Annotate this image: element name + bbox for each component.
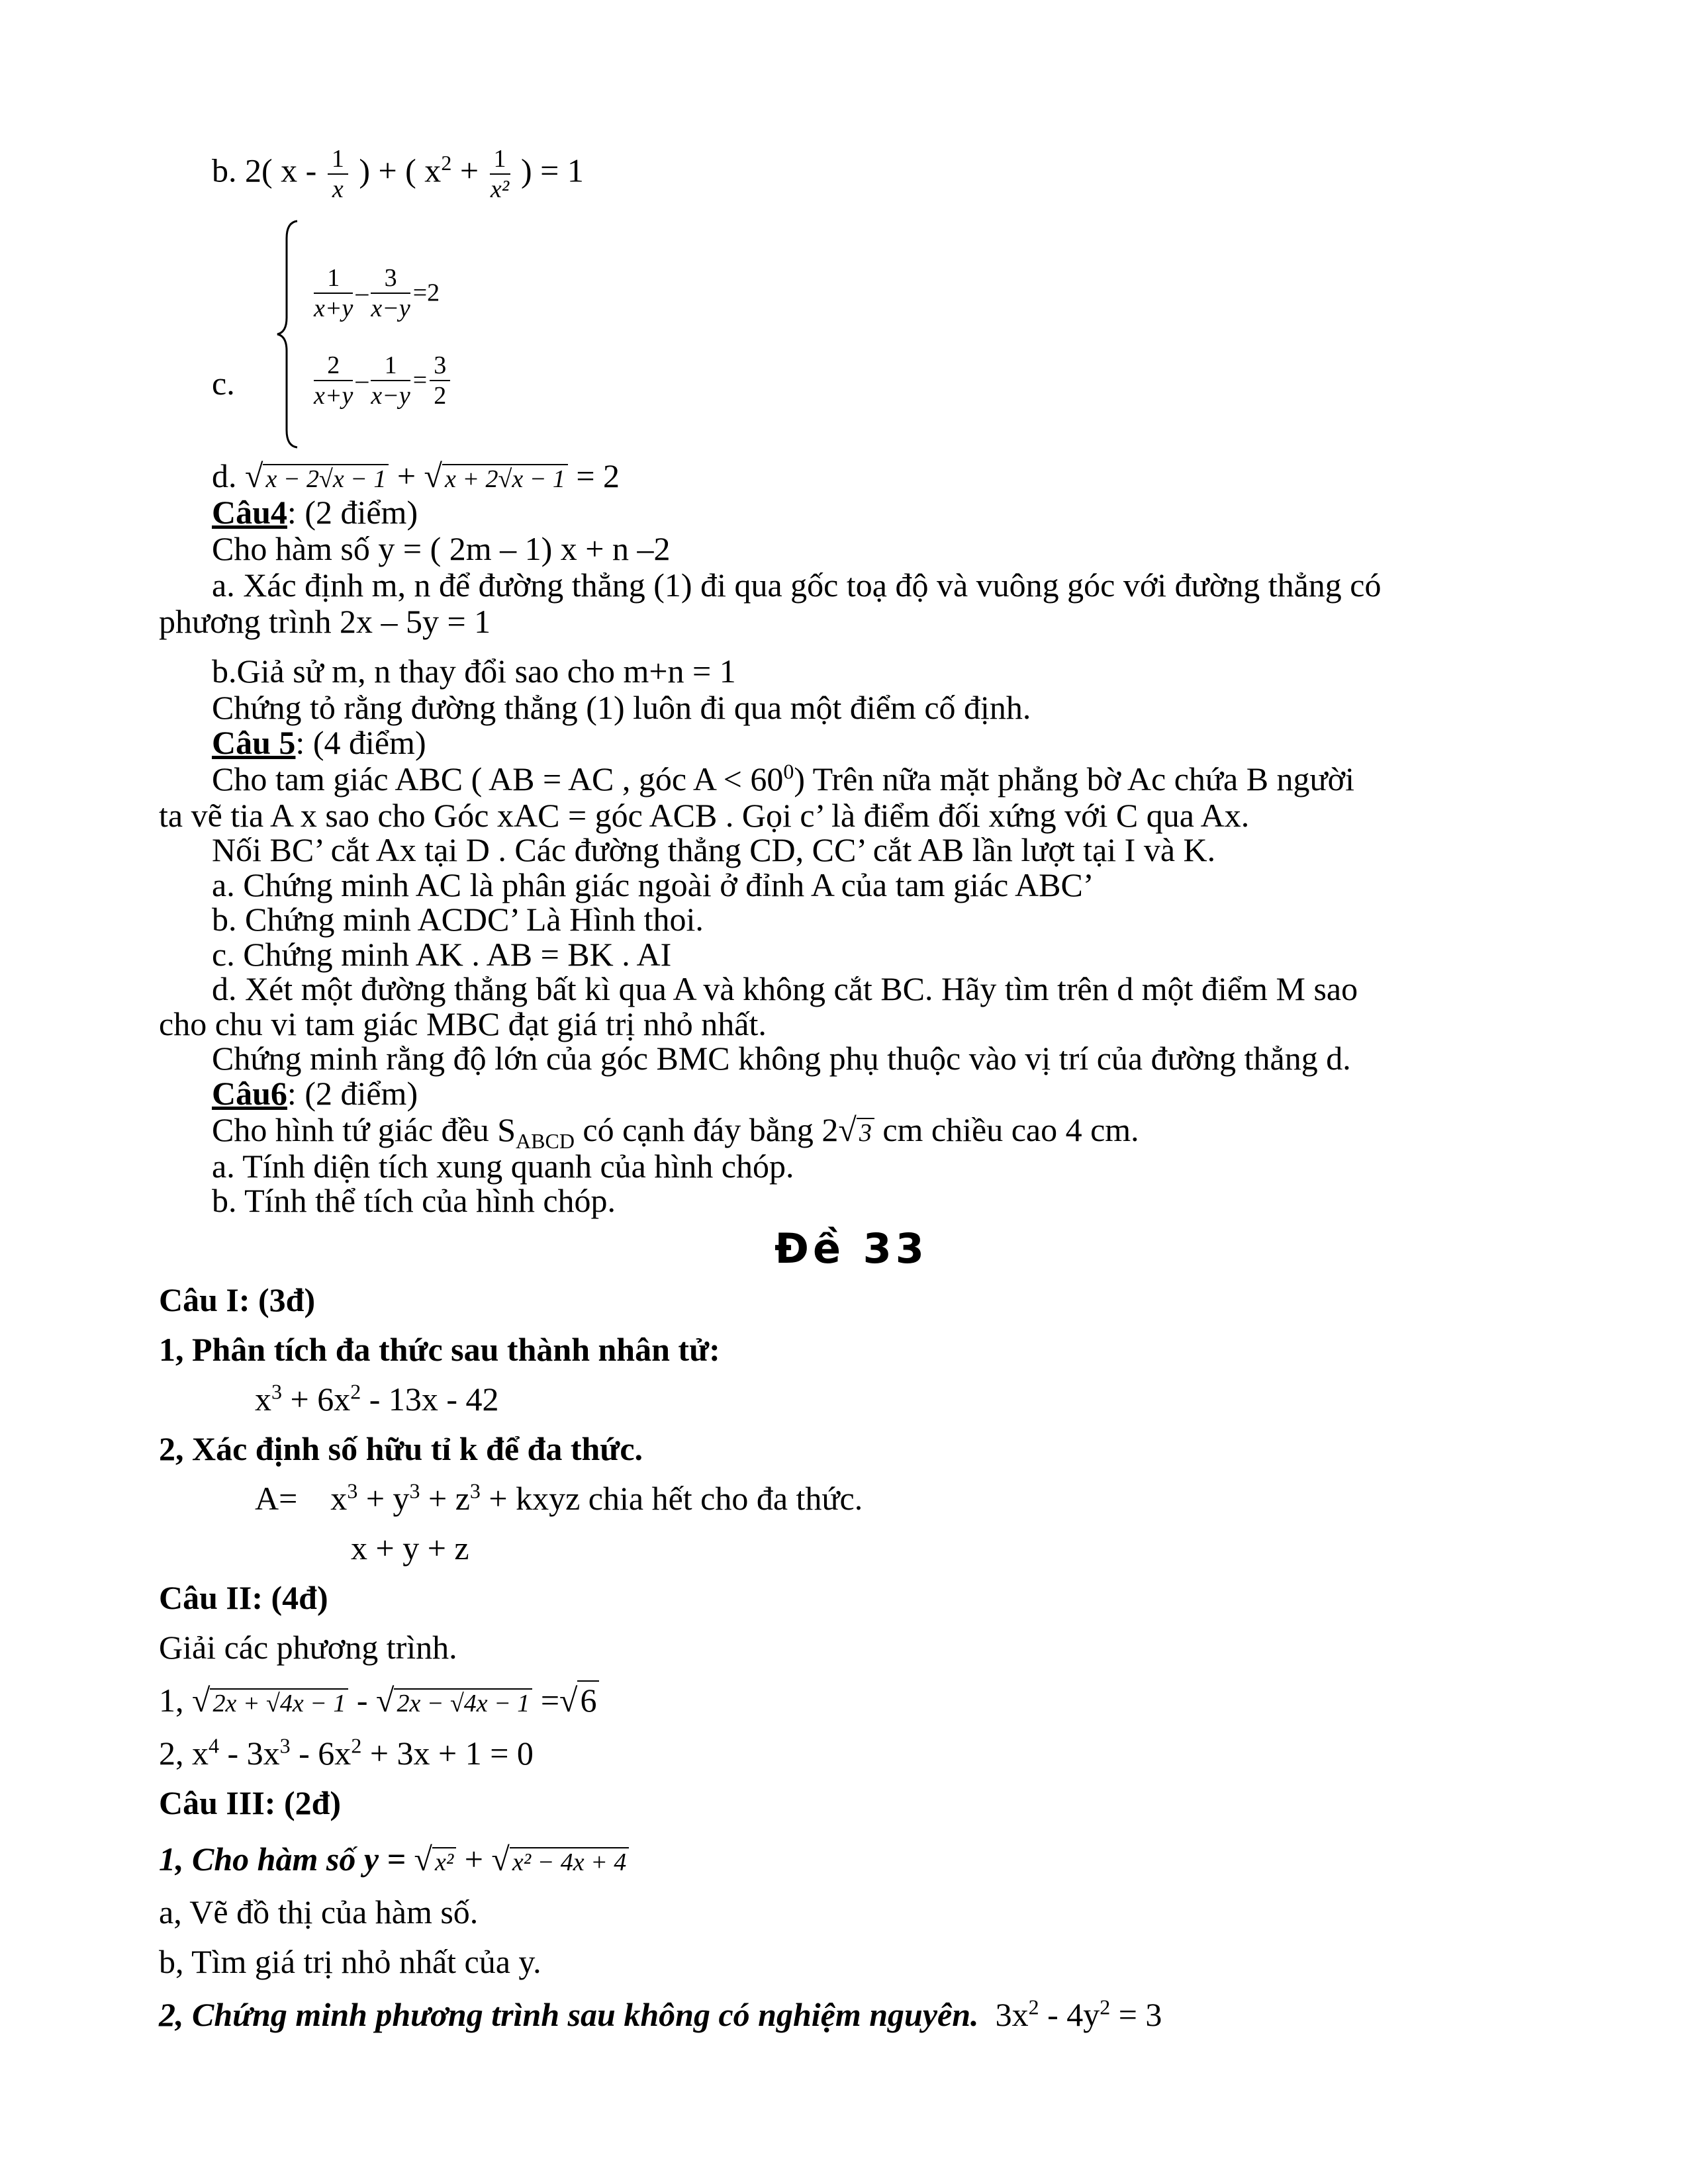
exponent: 2 [1028, 1995, 1039, 2019]
radicand: x² − 4x + 4 [510, 1847, 629, 1876]
radicand: x + 2√x − 1 [442, 464, 568, 493]
question-2 [159, 1995, 1162, 2034]
exponent: 2 [350, 1379, 361, 1404]
text: - 6x [290, 1735, 352, 1772]
text: - 13x - 42 [361, 1381, 499, 1418]
numerator: 1 [490, 144, 510, 175]
exponent: 3 [347, 1479, 358, 1503]
section-points: : (2 điểm) [287, 1075, 418, 1112]
exponent: 3 [279, 1733, 291, 1758]
radical: √ x² [414, 1840, 457, 1882]
text: cm chiều cao 4 cm. [874, 1111, 1139, 1148]
section-title: Câu4 [212, 494, 287, 531]
numerator: 1 [314, 263, 353, 294]
paragraph-line: Chứng minh rằng độ lớn của góc BMC không phụ thuộc vào vị trí của đường thẳng d. [212, 1040, 1351, 1077]
paragraph-line: ta vẽ tia A x sao cho Góc xAC = góc ACB . Gọi c’ là điểm đối xứng với C qua Ax. [159, 797, 1250, 834]
question: 2, Xác định số hữu tỉ k để đa thức. [159, 1430, 643, 1467]
operator: – [355, 366, 369, 394]
item-label: c. [212, 365, 235, 402]
radicand: x − 2√x − 1 [263, 464, 389, 493]
expr-text: ) + ( x [359, 152, 442, 189]
text: Cho hình tứ giác đều S [212, 1111, 516, 1148]
paragraph-line: b.Giả sử m, n thay đổi sao cho m+n = 1 [212, 653, 736, 690]
section-points: : (2 điểm) [287, 494, 418, 531]
radical: √ x + 2√x − 1 [424, 457, 568, 498]
radical: √ 2x + √4x − 1 [192, 1681, 348, 1723]
fraction [314, 351, 353, 410]
denominator: x+y [314, 382, 353, 410]
equation-d [212, 457, 620, 498]
paragraph-line [212, 1111, 1139, 1152]
exponent: 3 [469, 1479, 481, 1503]
text: - 3x [219, 1735, 280, 1772]
denominator: x² [490, 175, 510, 203]
section-title: Câu III: (2đ) [159, 1784, 342, 1821]
item-label: b. [212, 152, 237, 189]
radicand: x² [432, 1847, 456, 1876]
system-row-1 [311, 263, 440, 323]
exponent: 3 [271, 1379, 282, 1404]
expr-text: 2( x - [245, 152, 317, 189]
fraction [430, 351, 450, 410]
fraction [314, 263, 353, 323]
list-item: a, Vẽ đồ thị của hàm số. [159, 1893, 479, 1931]
equation-2 [159, 1734, 534, 1772]
radical: √6 [559, 1681, 599, 1719]
denominator: x+y [314, 295, 353, 322]
item-label: 1, [159, 1682, 184, 1719]
list-item: b. Tính thể tích của hình chóp. [212, 1182, 616, 1219]
numerator: 3 [430, 351, 450, 381]
text: = 3 [1110, 1996, 1162, 2033]
text: + 6x [282, 1381, 351, 1418]
exponent: 2 [1100, 1995, 1111, 2019]
text: + z [420, 1480, 470, 1517]
denominator: 2 [434, 382, 447, 410]
radicand: 2x + √4x − 1 [210, 1688, 348, 1717]
rhs: =2 [412, 279, 440, 307]
numerator: 1 [371, 351, 410, 381]
fraction [371, 263, 410, 323]
paragraph-line: a. Xác định m, n để đường thẳng (1) đi qua gốc toạ độ và vuông góc với đường thẳng có [212, 567, 1382, 604]
radical: √ 3 [838, 1111, 874, 1152]
operator: + [397, 457, 416, 494]
text: + y [357, 1480, 410, 1517]
denominator: x−y [371, 382, 410, 410]
radicand: 2x − √4x − 1 [394, 1688, 532, 1717]
cau5-heading [212, 723, 426, 762]
expr-text: = 2 [576, 457, 620, 494]
paragraph-line: Cho hàm số y = ( 2m – 1) x + n –2 [212, 530, 671, 567]
question: 2, Chứng minh phương trình sau không có nghiệm nguyên. [159, 1996, 979, 2033]
section-points: : (4 điểm) [295, 724, 426, 761]
paragraph-line: phương trình 2x – 5y = 1 [159, 603, 491, 640]
section-title: Câu6 [212, 1075, 287, 1112]
radical: √ x − 2√x − 1 [245, 457, 389, 498]
expression: x + y + z [351, 1529, 469, 1567]
expr-text: ) = 1 [521, 152, 584, 189]
system-row-2 [311, 351, 453, 410]
list-item: a. Tính diện tích xung quanh của hình chóp. [212, 1148, 794, 1185]
text: + 3x + 1 = 0 [361, 1735, 534, 1772]
paragraph-line: Chứng tỏ rằng đường thẳng (1) luôn đi qua một điểm cố định. [212, 689, 1031, 726]
expression [255, 1479, 863, 1518]
numerator: 1 [328, 144, 348, 175]
paragraph-line: cho chu vi tam giác MBC đạt giá trị nhỏ nhất. [159, 1005, 767, 1042]
operator: + [464, 1841, 483, 1878]
question: 1, Cho hàm số y = [159, 1841, 406, 1878]
question-1 [159, 1840, 629, 1882]
equation-1 [159, 1681, 599, 1723]
radical: √ 2x − √4x − 1 [376, 1681, 532, 1723]
expr-text: + [459, 152, 479, 189]
section-title: Câu II: (4đ) [159, 1579, 328, 1616]
superscript: 0 [783, 759, 794, 784]
fraction [371, 351, 410, 410]
cau4-heading [212, 493, 418, 531]
exponent: 2 [351, 1733, 362, 1758]
denominator: x [332, 175, 344, 203]
exponent: 2 [441, 150, 452, 175]
paragraph-line: Giải các phương trình. [159, 1629, 457, 1666]
text: A= x [255, 1480, 348, 1517]
text: - 4y [1039, 1996, 1100, 2033]
operator: - [356, 1682, 368, 1719]
paragraph-line [212, 760, 1354, 798]
question: 1, Phân tích đa thức sau thành nhân tử: [159, 1331, 720, 1368]
radicand: 3 [857, 1118, 874, 1147]
numerator: 2 [314, 351, 353, 381]
section-title: Câu 5 [212, 724, 296, 761]
cau6-heading [212, 1074, 418, 1113]
exam-title: Đề 33 [774, 1224, 928, 1273]
list-item: b. Chứng minh ACDC’ Là Hình thoi. [212, 901, 704, 938]
subscript: ABCD [516, 1129, 575, 1153]
system-brace [275, 218, 301, 450]
exponent: 4 [209, 1733, 219, 1758]
section-title: Câu I: (3đ) [159, 1281, 316, 1318]
exponent: 3 [409, 1479, 420, 1503]
operator: = [412, 366, 428, 394]
text: + kxyz chia hết cho đa thức. [480, 1480, 863, 1517]
list-item: c. Chứng minh AK . AB = BK . AI [212, 936, 672, 973]
expression [255, 1380, 499, 1418]
radicand: 6 [577, 1680, 599, 1719]
operator: – [355, 279, 369, 307]
text: x [255, 1381, 271, 1418]
operator: = [540, 1682, 560, 1719]
denominator: x−y [371, 295, 410, 322]
text: có cạnh đáy bằng 2 [574, 1111, 839, 1148]
list-item: a. Chứng minh AC là phân giác ngoài ở đỉnh A của tam giác ABC’ [212, 866, 1094, 903]
item-label: d. [212, 457, 237, 494]
equation-b [212, 144, 584, 204]
list-item: d. Xét một đường thẳng bất kì qua A và không cắt BC. Hãy tìm trên d một điểm M sao [212, 970, 1358, 1007]
text: 3x [995, 1996, 1029, 2033]
list-item: b, Tìm giá trị nhỏ nhất của y. [159, 1943, 541, 1980]
text: Cho tam giác ABC ( AB = AC , góc A < 60 [212, 760, 784, 797]
text: 2, x [159, 1735, 209, 1772]
fraction [490, 144, 510, 204]
numerator: 3 [371, 263, 410, 294]
paragraph-line: Nối BC’ cắt Ax tại D . Các đường thẳng CD, CC’ cắt AB lần lượt tại I và K. [212, 831, 1216, 868]
fraction [328, 144, 348, 204]
radical: √ x² − 4x + 4 [491, 1840, 629, 1882]
text: ) Trên nữa mặt phẳng bờ Ac chứa B người [794, 760, 1354, 797]
